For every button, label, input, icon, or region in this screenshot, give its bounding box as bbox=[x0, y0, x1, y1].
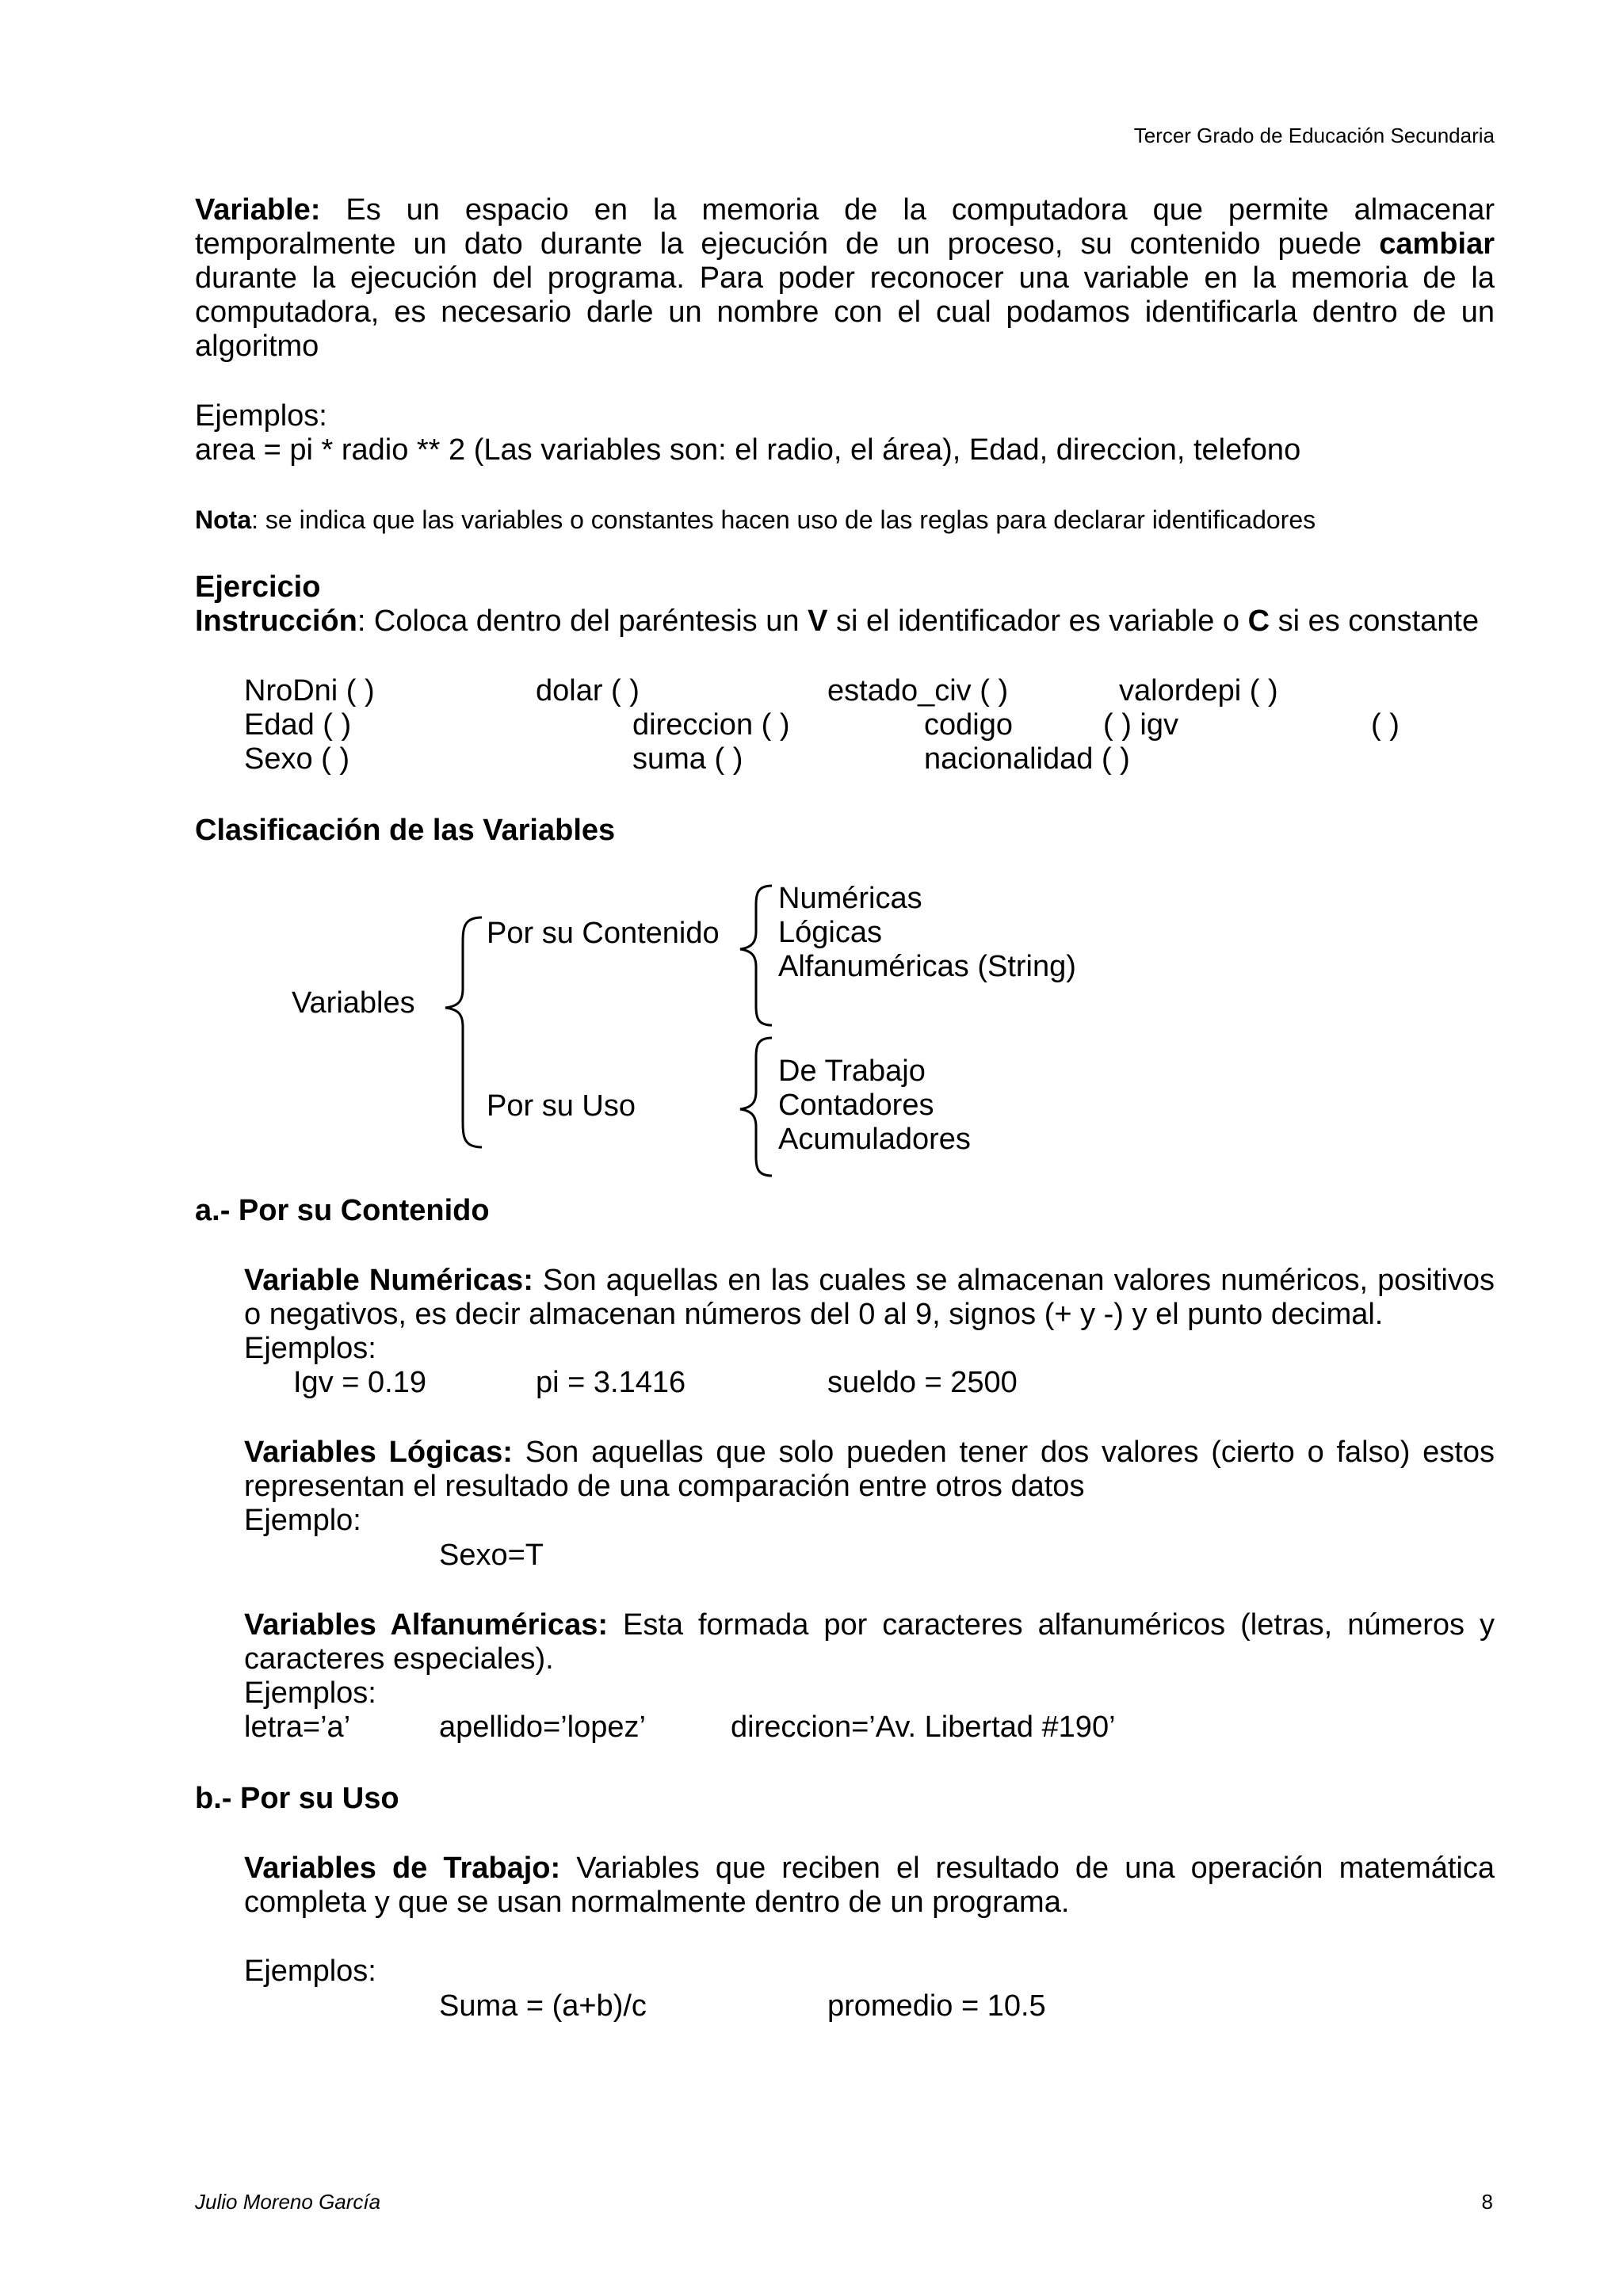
grid-nacionalidad: nacionalidad ( ) bbox=[924, 742, 1130, 776]
tree-leaf-contadores: Contadores bbox=[778, 1089, 934, 1122]
definition-line-3: durante la ejecución del programa. Para poder reconocer una variable en la memoria de la bbox=[195, 261, 1495, 295]
brace-variables bbox=[445, 917, 482, 1147]
definition-cambiar: cambiar bbox=[1379, 227, 1495, 261]
numeric-examples-label: Ejemplos: bbox=[244, 1332, 376, 1365]
examples-label: Ejemplos: bbox=[195, 399, 327, 433]
work-line-1: Variables de Trabajo: Variables que reciben el resultado de una operación matemática bbox=[244, 1852, 1495, 1885]
logical-line-1: Variables Lógicas: Son aquellas que solo pueden tener dos valores (cierto o falso) estos bbox=[244, 1436, 1495, 1469]
tree-branch-content: Por su Contenido bbox=[487, 917, 720, 950]
definition-line-5: algoritmo bbox=[195, 330, 319, 363]
numeric-line-1: Variable Numéricas: Son aquellas en las cuales se almacenan valores numéricos, positivos bbox=[244, 1264, 1495, 1297]
alpha-line-1: Variables Alfanuméricas: Esta formada por caracteres alfanuméricos (letras, números y bbox=[244, 1608, 1495, 1642]
work-examples-label: Ejemplos: bbox=[244, 1955, 376, 1988]
grid-igv: ( ) igv bbox=[1103, 708, 1178, 742]
alpha-examples-label: Ejemplos: bbox=[244, 1676, 376, 1710]
alpha-ex-letra: letra=’a’ bbox=[244, 1711, 351, 1744]
grid-codigo: codigo bbox=[924, 708, 1013, 742]
examples-line: area = pi * radio ** 2 (Las variables son: el radio, el área), Edad, direccion, telefono bbox=[195, 433, 1301, 467]
definition-line-1: Variable: Es un espacio en la memoria de la computadora que permite almacenar bbox=[195, 193, 1495, 227]
grid-edad: Edad ( ) bbox=[244, 708, 352, 742]
numeric-line-2: o negativos, es decir almacenan números del 0 al 9, signos (+ y -) y el punto decimal. bbox=[244, 1298, 1384, 1331]
grid-direccion: direccion ( ) bbox=[632, 708, 790, 742]
exercise-instruction: Instrucción: Coloca dentro del paréntesis un V si el identificador es variable o C si es constante bbox=[195, 605, 1480, 638]
logical-line-2: representan el resultado de una comparación entre otros datos bbox=[244, 1470, 1085, 1503]
definition-line-4: computadora, es necesario darle un nombre con el cual podamos identificarla dentro de un bbox=[195, 296, 1495, 329]
numeric-ex-pi: pi = 3.1416 bbox=[536, 1366, 686, 1399]
tree-leaf-trabajo: De Trabajo bbox=[778, 1055, 926, 1088]
numeric-ex-sueldo: sueldo = 2500 bbox=[827, 1366, 1018, 1399]
alpha-line-2: caracteres especiales). bbox=[244, 1642, 554, 1676]
definition-term: Variable: bbox=[195, 193, 321, 227]
tree-leaf-alfanumericas: Alfanuméricas (String) bbox=[778, 950, 1076, 983]
brace-content bbox=[740, 886, 772, 1025]
alpha-ex-direccion: direccion=’Av. Libertad #190’ bbox=[731, 1711, 1116, 1744]
exercise-title: Ejercicio bbox=[195, 570, 321, 604]
work-ex-promedio: promedio = 10.5 bbox=[827, 1989, 1046, 2023]
grid-sexo: Sexo ( ) bbox=[244, 742, 350, 776]
grid-valordepi: valordepi ( ) bbox=[1119, 674, 1278, 707]
tree-branch-use: Por su Uso bbox=[487, 1089, 636, 1123]
alpha-ex-apellido: apellido=’lopez’ bbox=[439, 1711, 646, 1744]
definition-line-2: temporalmente un dato durante la ejecución de un proceso, su contenido puede cambiar bbox=[195, 227, 1495, 261]
section-b-title: b.- Por su Uso bbox=[195, 1782, 399, 1815]
tree-leaf-numericas: Numéricas bbox=[778, 882, 922, 915]
grid-suma: suma ( ) bbox=[632, 742, 743, 776]
tree-root: Variables bbox=[292, 986, 415, 1020]
grid-dolar: dolar ( ) bbox=[536, 674, 640, 707]
footer-author: Julio Moreno García bbox=[195, 2190, 381, 2214]
numeric-ex-igv: Igv = 0.19 bbox=[293, 1366, 426, 1399]
tree-leaf-logicas: Lógicas bbox=[778, 916, 882, 949]
work-ex-suma: Suma = (a+b)/c bbox=[439, 1989, 647, 2023]
grid-estado-civ: estado_civ ( ) bbox=[827, 674, 1009, 707]
page-number: 8 bbox=[1481, 2190, 1493, 2214]
grid-igv-parens: ( ) bbox=[1371, 708, 1400, 742]
classification-title: Clasificación de las Variables bbox=[195, 814, 616, 847]
note: Nota: se indica que las variables o constantes hacen uso de las reglas para declarar identificadores bbox=[195, 505, 1316, 534]
work-line-2: completa y que se usan normalmente dentro de un programa. bbox=[244, 1886, 1070, 1919]
brace-use bbox=[740, 1038, 772, 1176]
tree-leaf-acumuladores: Acumuladores bbox=[778, 1123, 971, 1156]
page-header: Tercer Grado de Educación Secundaria bbox=[1133, 124, 1495, 147]
logical-example-label: Ejemplo: bbox=[244, 1504, 361, 1537]
grid-nrodni: NroDni ( ) bbox=[244, 674, 375, 707]
section-a-title: a.- Por su Contenido bbox=[195, 1194, 490, 1227]
logical-ex-sexo: Sexo=T bbox=[439, 1539, 544, 1572]
